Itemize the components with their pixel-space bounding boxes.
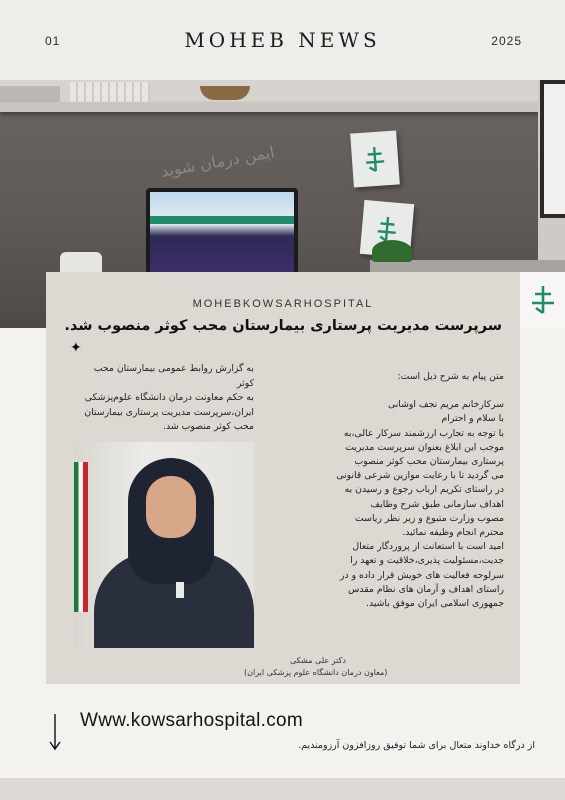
shelf-bowl	[200, 86, 250, 100]
body-line: محترم انجام وظیفه نمائید.	[402, 527, 504, 539]
body-line: راستای اهداف و آرمان های نظام مقدس	[347, 583, 504, 595]
monitor-screen	[150, 192, 294, 272]
bottom-bar	[0, 778, 565, 800]
portrait-badge	[176, 582, 184, 598]
article-intro	[76, 362, 254, 435]
body-line: اهداف سازمانی طبق شرح وظایف	[370, 498, 504, 510]
flag	[74, 462, 88, 612]
down-arrow-icon	[48, 712, 62, 752]
body-gap	[274, 384, 504, 398]
wall-poster	[350, 130, 400, 187]
shelf-board	[0, 102, 540, 112]
body-line: در راستای تکریم ارباب رجوع و رسیدن به	[344, 484, 504, 496]
portrait-face	[146, 476, 196, 538]
body-line: متن پیام به شرح ذیل است:	[397, 371, 504, 382]
sparkle-icon: ✦	[70, 340, 82, 356]
body-line: سرکارخانم مریم نجف اوشانی	[387, 399, 504, 411]
signature-role: (معاون درمان دانشگاه علوم پزشکی ایران)	[244, 668, 388, 677]
shelf-box	[0, 86, 60, 102]
article-card	[46, 272, 520, 684]
section-label: MOHEBKOWSARHOSPITAL	[192, 298, 374, 310]
body-line: موجب این ابلاغ بعنوان سرپرست مدیریت	[345, 441, 504, 453]
hospital-logo-icon	[520, 272, 565, 328]
intro-line: محب کوثر منصوب شد.	[163, 421, 254, 432]
wall-slogan: ایمن درمان شوید	[159, 142, 276, 181]
website-link[interactable]: Www.kowsarhospital.com	[80, 710, 304, 731]
article-body	[274, 370, 504, 611]
closing-message: از درگاه خداوند متعال برای شما توفیق روزافزون آرزومندیم.	[298, 740, 535, 751]
screen-bar	[150, 216, 294, 224]
article-headline: سرپرست مدیریت پرستاری بیمارستان محب کوثر منصوب شد.	[64, 318, 502, 334]
body-line: با سلام و احترام	[441, 413, 504, 425]
body-line: مصوب وزارت متبوع و زیر نظر ریاست	[355, 512, 504, 524]
body-line: جمهوری اسلامی ایران موفق باشید.	[366, 598, 504, 610]
header-bar	[0, 0, 565, 80]
body-line: با توجه به تجارب ارزشمند سرکار عالی،به	[343, 427, 504, 439]
issue-number: 01	[45, 34, 61, 48]
body-line: پرستاری بیمارستان محب کوثر منصوب	[354, 456, 504, 468]
masthead-title: MOHEB NEWS	[184, 28, 381, 52]
body-line: امید است با استعانت از پروردگار متعال	[352, 541, 504, 553]
intro-line: ایران،سرپرست مدیریت پرستاری بیمارستان	[84, 406, 254, 418]
body-line: سرلوحه فعالیت های خویش قرار داده و در	[339, 569, 504, 581]
intro-line: به حکم معاونت درمان دانشگاه علوم‌پزشکی	[84, 392, 254, 403]
monitor	[146, 188, 298, 278]
signature-name: دکتر علی مشکی	[290, 656, 346, 665]
plant	[372, 240, 412, 262]
hospital-logo-icon	[350, 130, 400, 187]
body-line: جدیت،مسئولیت پذیری،خلاقیت و تعهد را	[350, 555, 504, 567]
issue-year: 2025	[491, 34, 522, 48]
shelf-books	[70, 82, 150, 102]
portrait-photo	[74, 442, 254, 648]
intro-line: به گزارش روابط عمومی بیمارستان محب کوثر	[93, 363, 254, 389]
body-line: می گردید تا با رعایت موازین شرعی قانونی	[336, 470, 504, 482]
wall-frame-inner	[544, 84, 565, 214]
